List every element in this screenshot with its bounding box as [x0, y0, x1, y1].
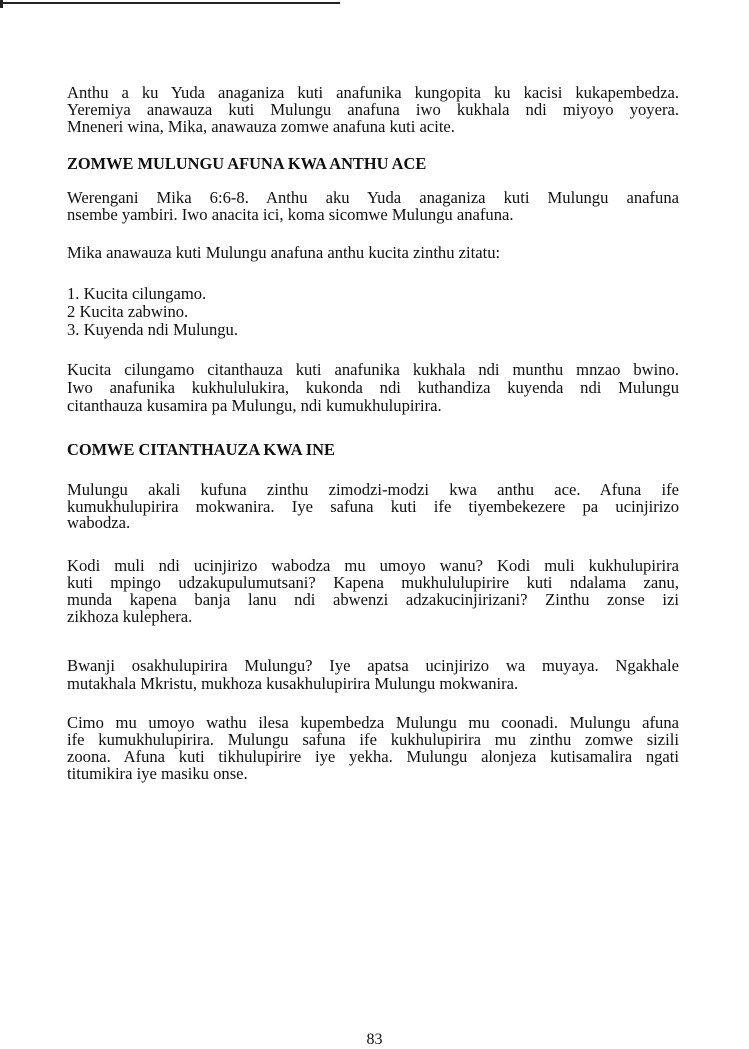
- list-item: 1. Kucita cilungamo.: [67, 284, 207, 303]
- text-line: kumukhulupirira mokwanira. Iye safuna kuti ife tiyembekezere pa ucinjirizo: [67, 497, 679, 516]
- section-heading: COMWE CITANTHAUZA KWA INE: [67, 440, 335, 459]
- page-number: 83: [366, 1031, 383, 1048]
- section-heading: ZOMWE MULUNGU AFUNA KWA ANTHU ACE: [67, 154, 427, 173]
- text-line: Mika anawauza kuti Mulungu anafuna anthu kucita zinthu zitatu:: [67, 243, 501, 262]
- text-line: zoona. Afuna kuti tikhulupirire iye yekha. Mulungu alonjeza kutisamalira ngati: [67, 747, 679, 766]
- text-line: Kodi muli ndi ucinjirizo wabodza mu umoyo wanu? Kodi muli kukhulupirira: [67, 556, 679, 575]
- text-line: Werengani Mika 6:6-8. Anthu aku Yuda anaganiza kuti Mulungu anafuna: [67, 188, 679, 207]
- text-line: Cimo mu umoyo wathu ilesa kupembedza Mulungu mu coonadi. Mulungu afuna: [67, 713, 679, 732]
- text-line: Iwo anafunika kukhululukira, kukonda ndi kuthandiza kuyenda ndi Mulungu: [67, 378, 679, 397]
- corner-mark: [0, 0, 3, 8]
- text-line: Bwanji osakhulupirira Mulungu? Iye apatsa ucinjirizo wa muyaya. Ngakhale: [67, 656, 679, 675]
- text-line: citanthauza kusamira pa Mulungu, ndi kumukhulupirira.: [67, 396, 442, 415]
- list-item: 3. Kuyenda ndi Mulungu.: [67, 320, 238, 339]
- text-line: Mneneri wina, Mika, anawauza zomwe anafuna kuti acite.: [67, 117, 455, 136]
- text-line: mutakhala Mkristu, mukhoza kusakhulupirira Mulungu mokwanira.: [67, 674, 519, 693]
- text-line: kuti mpingo udzakupulumutsani? Kapena mukhululupirire kuti ndalama zanu,: [67, 573, 679, 592]
- text-line: Kucita cilungamo citanthauza kuti anafunika kukhala ndi munthu mnzao bwino.: [67, 360, 679, 379]
- text-line: Yeremiya anawauza kuti Mulungu anafuna iwo kukhala ndi miyoyo yoyera.: [67, 100, 679, 119]
- list-item: 2 Kucita zabwino.: [67, 302, 189, 321]
- top-rule: [0, 2, 340, 4]
- text-line: Anthu a ku Yuda anaganiza kuti anafunika kungopita ku kacisi kukapembedza.: [67, 83, 679, 102]
- text-line: zikhoza kulephera.: [67, 607, 193, 626]
- text-line: ife kumukhulupirira. Mulungu safuna ife kukhulupirira mu zinthu zomwe sizili: [67, 730, 679, 749]
- text-line: nsembe yambiri. Iwo anacita ici, koma sicomwe Mulungu anafuna.: [67, 205, 514, 224]
- text-line: munda kapena banja lanu ndi abwenzi adzakucinjirizani? Zinthu zonse izi: [67, 590, 679, 609]
- text-line: titumikira iye masiku onse.: [67, 764, 248, 783]
- text-line: Mulungu akali kufuna zinthu zimodzi-modzi kwa anthu ace. Afuna ife: [67, 480, 679, 499]
- text-line: wabodza.: [67, 513, 131, 532]
